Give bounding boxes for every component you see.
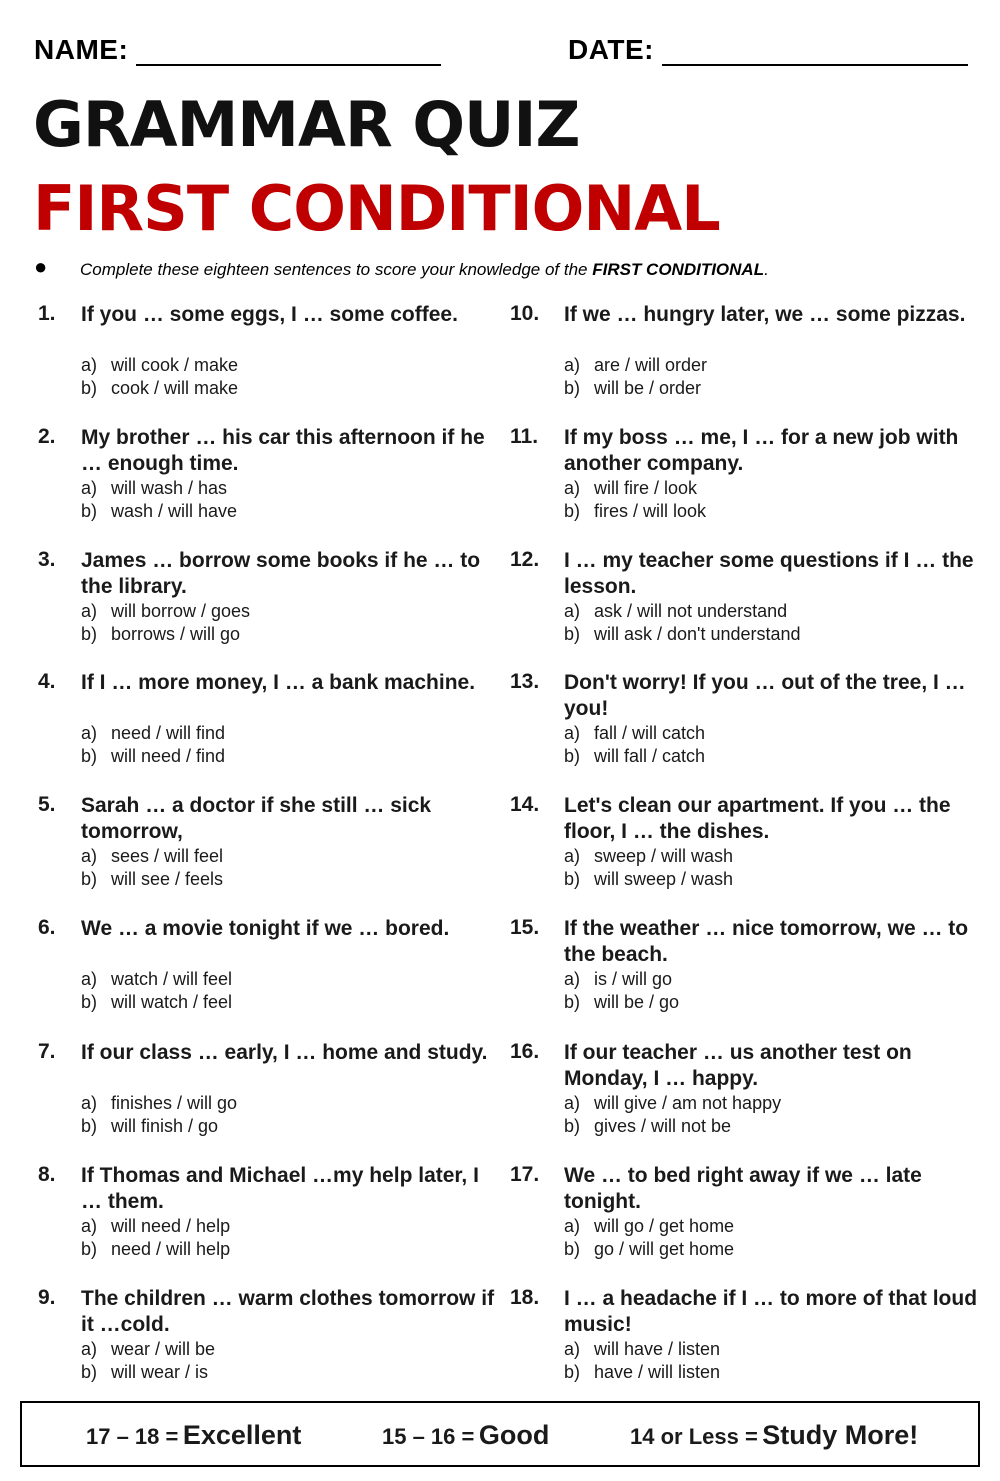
option-text: fires / will look (594, 501, 707, 521)
option-letter: a) (81, 601, 98, 621)
option-a[interactable] (564, 477, 984, 499)
question-stem: We … a movie tonight if we … bored. (81, 917, 450, 940)
option-letter: b) (564, 1239, 581, 1259)
option-a[interactable] (564, 1215, 984, 1237)
bullet-icon: ● (34, 254, 48, 279)
option-letter: a) (81, 723, 98, 743)
option-text: will have / listen (594, 1339, 721, 1359)
option-a[interactable] (564, 600, 984, 622)
option-letter: b) (81, 746, 98, 766)
option-b[interactable] (564, 868, 984, 890)
option-letter: a) (81, 478, 98, 498)
option-a[interactable] (81, 1338, 501, 1360)
option-text: will give / am not happy (594, 1093, 782, 1113)
quiz-subtitle: FIRST CONDITIONAL (33, 172, 720, 245)
option-text: will go / get home (594, 1216, 735, 1236)
option-text: need / will help (111, 1239, 231, 1259)
option-b[interactable] (81, 623, 501, 645)
question-stem: Let's clean our apartment. If you … the floor, I … the dishes. (564, 794, 951, 843)
option-a[interactable] (81, 477, 501, 499)
option-letter: b) (81, 378, 98, 398)
question-number: 8. (38, 1163, 56, 1186)
question-stem: If the weather … nice tomorrow, we … to the beach. (564, 917, 969, 966)
option-a[interactable] (81, 600, 501, 622)
header-row (34, 34, 974, 74)
name-label: NAME: (34, 34, 129, 65)
option-letter: a) (81, 1339, 98, 1359)
option-text: have / will listen (594, 1362, 721, 1382)
name-line[interactable] (136, 36, 441, 66)
option-letter: b) (81, 1116, 98, 1136)
question-number: 7. (38, 1040, 56, 1063)
option-a[interactable] (81, 354, 501, 376)
question-stem: If Thomas and Michael …my help later, I … them. (81, 1164, 479, 1213)
option-letter: b) (564, 746, 581, 766)
option-letter: a) (564, 601, 581, 621)
option-text: will ask / don't understand (594, 624, 801, 644)
option-text: sees / will feel (111, 846, 224, 866)
option-letter: a) (564, 846, 581, 866)
question-stem: If I … more money, I … a bank machine. (81, 671, 476, 694)
option-b[interactable] (564, 991, 984, 1013)
option-letter: a) (564, 478, 581, 498)
option-letter: a) (81, 355, 98, 375)
option-a[interactable] (564, 354, 984, 376)
option-text: will watch / feel (111, 992, 233, 1012)
date-label: DATE: (568, 34, 654, 65)
option-letter: a) (564, 969, 581, 989)
question-stem: If my boss … me, I … for a new job with another company. (564, 426, 959, 475)
option-text: wear / will be (111, 1339, 216, 1359)
option-text: will finish / go (111, 1116, 219, 1136)
option-text: will be / go (594, 992, 680, 1012)
question-stem: My brother … his car this afternoon if he … enough time. (81, 426, 485, 475)
question-stem: If our teacher … us another test on Monday, I … happy. (564, 1041, 912, 1090)
option-letter: b) (564, 992, 581, 1012)
option-a[interactable] (564, 1092, 984, 1114)
question-number: 12. (510, 548, 540, 571)
option-b[interactable] (564, 1238, 984, 1260)
option-letter: a) (564, 1216, 581, 1236)
option-text: is / will go (594, 969, 673, 989)
question-number: 9. (38, 1286, 56, 1309)
option-a[interactable] (564, 722, 984, 744)
option-text: will need / help (111, 1216, 231, 1236)
option-text: wash / will have (111, 501, 238, 521)
option-letter: a) (564, 355, 581, 375)
option-letter: a) (81, 846, 98, 866)
option-letter: b) (81, 624, 98, 644)
question-number: 18. (510, 1286, 540, 1309)
option-text: are / will order (594, 355, 708, 375)
option-letter: b) (564, 501, 581, 521)
option-a[interactable] (81, 845, 501, 867)
option-b[interactable] (564, 623, 984, 645)
question-number: 16. (510, 1040, 540, 1063)
option-text: will be / order (594, 378, 702, 398)
date-line[interactable] (662, 36, 968, 66)
option-b[interactable] (81, 500, 501, 522)
option-b[interactable] (81, 1115, 501, 1137)
question-number: 2. (38, 425, 56, 448)
score-excellent: 17 – 18 = Excellent (86, 1420, 302, 1450)
option-text: will see / feels (111, 869, 224, 889)
option-text: borrows / will go (111, 624, 241, 644)
question-stem: The children … warm clothes tomorrow if it …cold. (81, 1287, 495, 1336)
score-good: 15 – 16 = Good (382, 1420, 550, 1450)
question-stem: We … to bed right away if we … late tonight. (564, 1164, 922, 1213)
question-number: 15. (510, 916, 540, 939)
option-letter: b) (81, 992, 98, 1012)
option-letter: b) (564, 378, 581, 398)
option-text: will wash / has (111, 478, 228, 498)
question-number: 14. (510, 793, 540, 816)
option-letter: a) (81, 1093, 98, 1113)
option-letter: b) (81, 869, 98, 889)
option-letter: b) (564, 869, 581, 889)
question-number: 17. (510, 1163, 540, 1186)
option-b[interactable] (81, 991, 501, 1013)
option-a[interactable] (81, 968, 501, 990)
option-letter: b) (564, 1116, 581, 1136)
option-letter: a) (81, 1216, 98, 1236)
option-text: go / will get home (594, 1239, 735, 1259)
option-b[interactable] (81, 1361, 501, 1383)
option-text: ask / will not understand (594, 601, 788, 621)
option-letter: a) (564, 723, 581, 743)
option-letter: a) (81, 969, 98, 989)
option-b[interactable] (564, 377, 984, 399)
question-number: 4. (38, 670, 56, 693)
option-text: fall / will catch (594, 723, 706, 743)
option-b[interactable] (564, 500, 984, 522)
option-text: cook / will make (111, 378, 239, 398)
option-text: will need / find (111, 746, 226, 766)
option-text: will cook / make (111, 355, 239, 375)
question-number: 6. (38, 916, 56, 939)
question-number: 5. (38, 793, 56, 816)
question-stem: I … a headache if I … to more of that loud music! (564, 1287, 978, 1336)
option-a[interactable] (564, 1338, 984, 1360)
option-a[interactable] (564, 845, 984, 867)
option-b[interactable] (564, 1361, 984, 1383)
option-text: watch / will feel (111, 969, 233, 989)
quiz-title: GRAMMAR QUIZ (33, 88, 580, 161)
option-text: gives / will not be (594, 1116, 732, 1136)
option-letter: b) (81, 1362, 98, 1382)
option-a[interactable] (81, 1215, 501, 1237)
question-number: 3. (38, 548, 56, 571)
option-b[interactable] (81, 1238, 501, 1260)
option-letter: b) (564, 624, 581, 644)
option-b[interactable] (81, 868, 501, 890)
date-field (568, 34, 968, 66)
option-text: will fall / catch (594, 746, 706, 766)
option-text: sweep / will wash (594, 846, 734, 866)
question-number: 13. (510, 670, 540, 693)
option-text: will borrow / goes (111, 601, 251, 621)
question-stem: If our class … early, I … home and study. (81, 1041, 488, 1064)
score-study-more: 14 or Less = Study More! (630, 1420, 919, 1450)
name-field (34, 34, 441, 66)
option-a[interactable] (564, 968, 984, 990)
option-b[interactable] (81, 745, 501, 767)
option-a[interactable] (81, 1092, 501, 1114)
option-letter: b) (564, 1362, 581, 1382)
question-stem: James … borrow some books if he … to the library. (81, 549, 481, 598)
option-a[interactable] (81, 722, 501, 744)
option-text: will fire / look (594, 478, 698, 498)
question-stem: I … my teacher some questions if I … the lesson. (564, 549, 974, 598)
option-text: will sweep / wash (594, 869, 734, 889)
instruction-text: Complete these eighteen sentences to score your knowledge of the FIRST CONDITIONAL. (80, 260, 769, 279)
option-letter: a) (564, 1093, 581, 1113)
option-letter: a) (564, 1339, 581, 1359)
question-number: 11. (510, 425, 539, 448)
question-number: 1. (38, 302, 56, 325)
option-b[interactable] (564, 1115, 984, 1137)
option-b[interactable] (81, 377, 501, 399)
option-b[interactable] (564, 745, 984, 767)
question-stem: Don't worry! If you … out of the tree, I … you! (564, 671, 966, 720)
score-box (20, 1401, 980, 1467)
option-letter: b) (81, 501, 98, 521)
question-number: 10. (510, 302, 540, 325)
question-stem: If we … hungry later, we … some pizzas. (564, 303, 966, 326)
option-text: finishes / will go (111, 1093, 238, 1113)
option-text: need / will find (111, 723, 226, 743)
option-text: will wear / is (111, 1362, 209, 1382)
question-stem: If you … some eggs, I … some coffee. (81, 303, 458, 326)
option-letter: b) (81, 1239, 98, 1259)
question-stem: Sarah … a doctor if she still … sick tomorrow, (81, 794, 432, 843)
